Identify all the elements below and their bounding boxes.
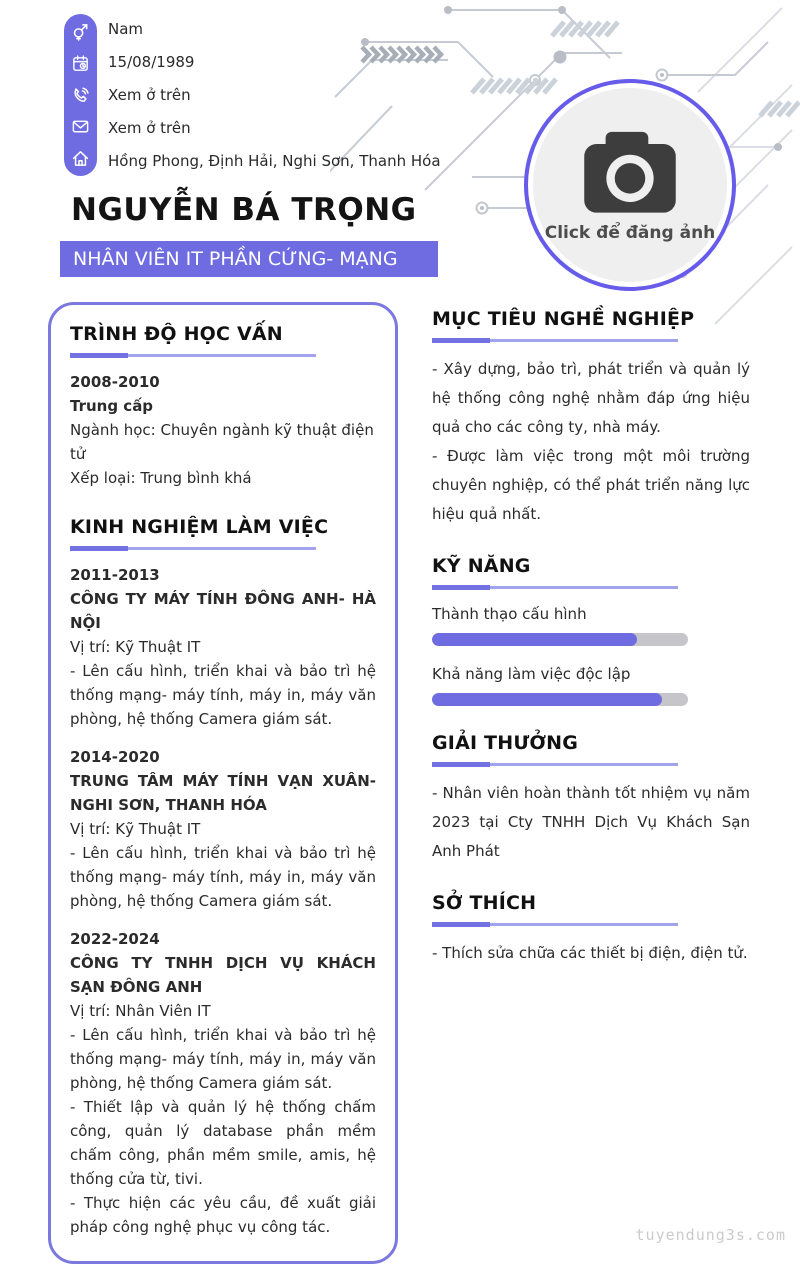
skill-label: Thành thạo cấu hình bbox=[432, 605, 587, 623]
skill-bar-track bbox=[432, 693, 688, 706]
photo-upload-caption: Click để đăng ảnh bbox=[544, 223, 716, 243]
job-entry bbox=[70, 927, 376, 1239]
job-position: Vị trí: Kỹ Thuật IT bbox=[70, 638, 201, 656]
objective-bullet: - Xây dựng, bảo trì, phát triển và quản lý hệ thống công nghệ nhằm đáp ứng hiệu quả cho các công ty, nhà máy. bbox=[432, 360, 750, 436]
hobbies-section bbox=[432, 892, 750, 968]
email-value: Xem ở trên bbox=[108, 119, 191, 137]
job-bullet: - Lên cấu hình, triển khai và bảo trì hệ thống mạng- máy tính, máy in, máy văn phòng, hệ thống Camera giám sát. bbox=[70, 1026, 376, 1092]
photo-placeholder bbox=[533, 88, 727, 282]
job-bullet: - Thực hiện các yêu cầu, đề xuất giải pháp công nghệ phục vụ công tác. bbox=[70, 1194, 376, 1236]
cv-body bbox=[48, 302, 750, 1264]
gender-value: Nam bbox=[108, 20, 144, 38]
skill-bar-track bbox=[432, 633, 688, 646]
job-bullet: - Lên cấu hình, triển khai và bảo trì hệ thống mạng- máy tính, máy in, máy văn phòng, hệ thống Camera giám sát. bbox=[70, 844, 376, 910]
home-icon bbox=[71, 149, 90, 168]
photo-upload-button[interactable] bbox=[524, 79, 736, 291]
experience-section bbox=[70, 516, 376, 1239]
education-grade: Xếp loại: Trung bình khá bbox=[70, 469, 252, 487]
site-watermark: tuyendung3s.com bbox=[635, 1226, 786, 1244]
job-company: TRUNG TÂM MÁY TÍNH VẠN XUÂN- NGHI SƠN, THANH HÓA bbox=[70, 772, 376, 814]
education-degree: Trung cấp bbox=[70, 397, 154, 415]
section-rule bbox=[432, 339, 678, 342]
job-position: Vị trí: Kỹ Thuật IT bbox=[70, 820, 201, 838]
left-column bbox=[48, 302, 398, 1264]
job-period: 2014-2020 bbox=[70, 748, 160, 766]
award-bullet: - Nhân viên hoàn thành tốt nhiệm vụ năm 2023 tại Cty TNHH Dịch Vụ Khách Sạn Anh Phát bbox=[432, 784, 750, 860]
section-rule bbox=[432, 763, 678, 766]
section-rule bbox=[432, 923, 678, 926]
skill-item bbox=[432, 602, 750, 646]
contact-info bbox=[64, 14, 441, 176]
job-company: CÔNG TY TNHH DỊCH VỤ KHÁCH SẠN ĐÔNG ANH bbox=[70, 954, 376, 996]
contact-values bbox=[108, 14, 441, 176]
education-title: TRÌNH ĐỘ HỌC VẤN bbox=[70, 323, 283, 345]
awards-section bbox=[432, 732, 750, 866]
skill-item bbox=[432, 662, 750, 706]
section-rule bbox=[432, 586, 678, 589]
objective-title: MỤC TIÊU NGHỀ NGHIỆP bbox=[432, 308, 695, 330]
skill-label: Khả năng làm việc độc lập bbox=[432, 665, 631, 683]
education-period: 2008-2010 bbox=[70, 373, 160, 391]
skills-section bbox=[432, 555, 750, 706]
job-position: Vị trí: Nhân Viên IT bbox=[70, 1002, 211, 1020]
job-bullet: - Lên cấu hình, triển khai và bảo trì hệ thống mạng- máy tính, máy in, máy văn phòng, hệ thống Camera giám sát. bbox=[70, 662, 376, 728]
phone-icon bbox=[71, 86, 90, 105]
experience-title: KINH NGHIỆM LÀM VIỆC bbox=[70, 516, 329, 538]
hobbies-title: SỞ THÍCH bbox=[432, 892, 537, 914]
section-rule bbox=[70, 354, 316, 357]
right-column bbox=[432, 302, 750, 1264]
job-entry bbox=[70, 563, 376, 731]
objective-bullet: - Được làm việc trong một môi trường chuyên nghiệp, có thể phát triển năng lực hiệu quả nhất. bbox=[432, 447, 750, 523]
candidate-name: NGUYỄN BÁ TRỌNG bbox=[71, 192, 417, 228]
education-major: Ngành học: Chuyên ngành kỹ thuật điện tử bbox=[70, 421, 374, 463]
gender-icon bbox=[71, 22, 90, 41]
section-rule bbox=[70, 547, 316, 550]
calendar-icon bbox=[71, 54, 90, 73]
job-title-banner: NHÂN VIÊN IT PHẦN CỨNG- MẠNG bbox=[60, 241, 438, 277]
address-value: Hồng Phong, Định Hải, Nghi Sơn, Thanh Hóa bbox=[108, 152, 441, 170]
skill-bar-fill bbox=[432, 633, 637, 646]
camera-icon bbox=[569, 127, 691, 219]
hobby-bullet: - Thích sửa chữa các thiết bị điện, điện tử. bbox=[432, 944, 748, 962]
birthdate-value: 15/08/1989 bbox=[108, 53, 195, 71]
job-company: CÔNG TY MÁY TÍNH ĐÔNG ANH- HÀ NỘI bbox=[70, 590, 376, 632]
job-entry bbox=[70, 745, 376, 913]
skill-bar-fill bbox=[432, 693, 662, 706]
phone-value: Xem ở trên bbox=[108, 86, 191, 104]
education-section bbox=[70, 323, 376, 490]
skills-title: KỸ NĂNG bbox=[432, 555, 531, 577]
job-bullet: - Thiết lập và quản lý hệ thống chấm công, quản lý database phần mềm chấm công, phần mềm smile, amis, hệ thống cửa từ, tivi. bbox=[70, 1098, 376, 1188]
awards-title: GIẢI THƯỞNG bbox=[432, 732, 579, 754]
job-period: 2011-2013 bbox=[70, 566, 160, 584]
email-icon bbox=[71, 117, 90, 136]
contact-icon-bar bbox=[64, 14, 97, 176]
job-period: 2022-2024 bbox=[70, 930, 160, 948]
objective-section bbox=[432, 308, 750, 529]
